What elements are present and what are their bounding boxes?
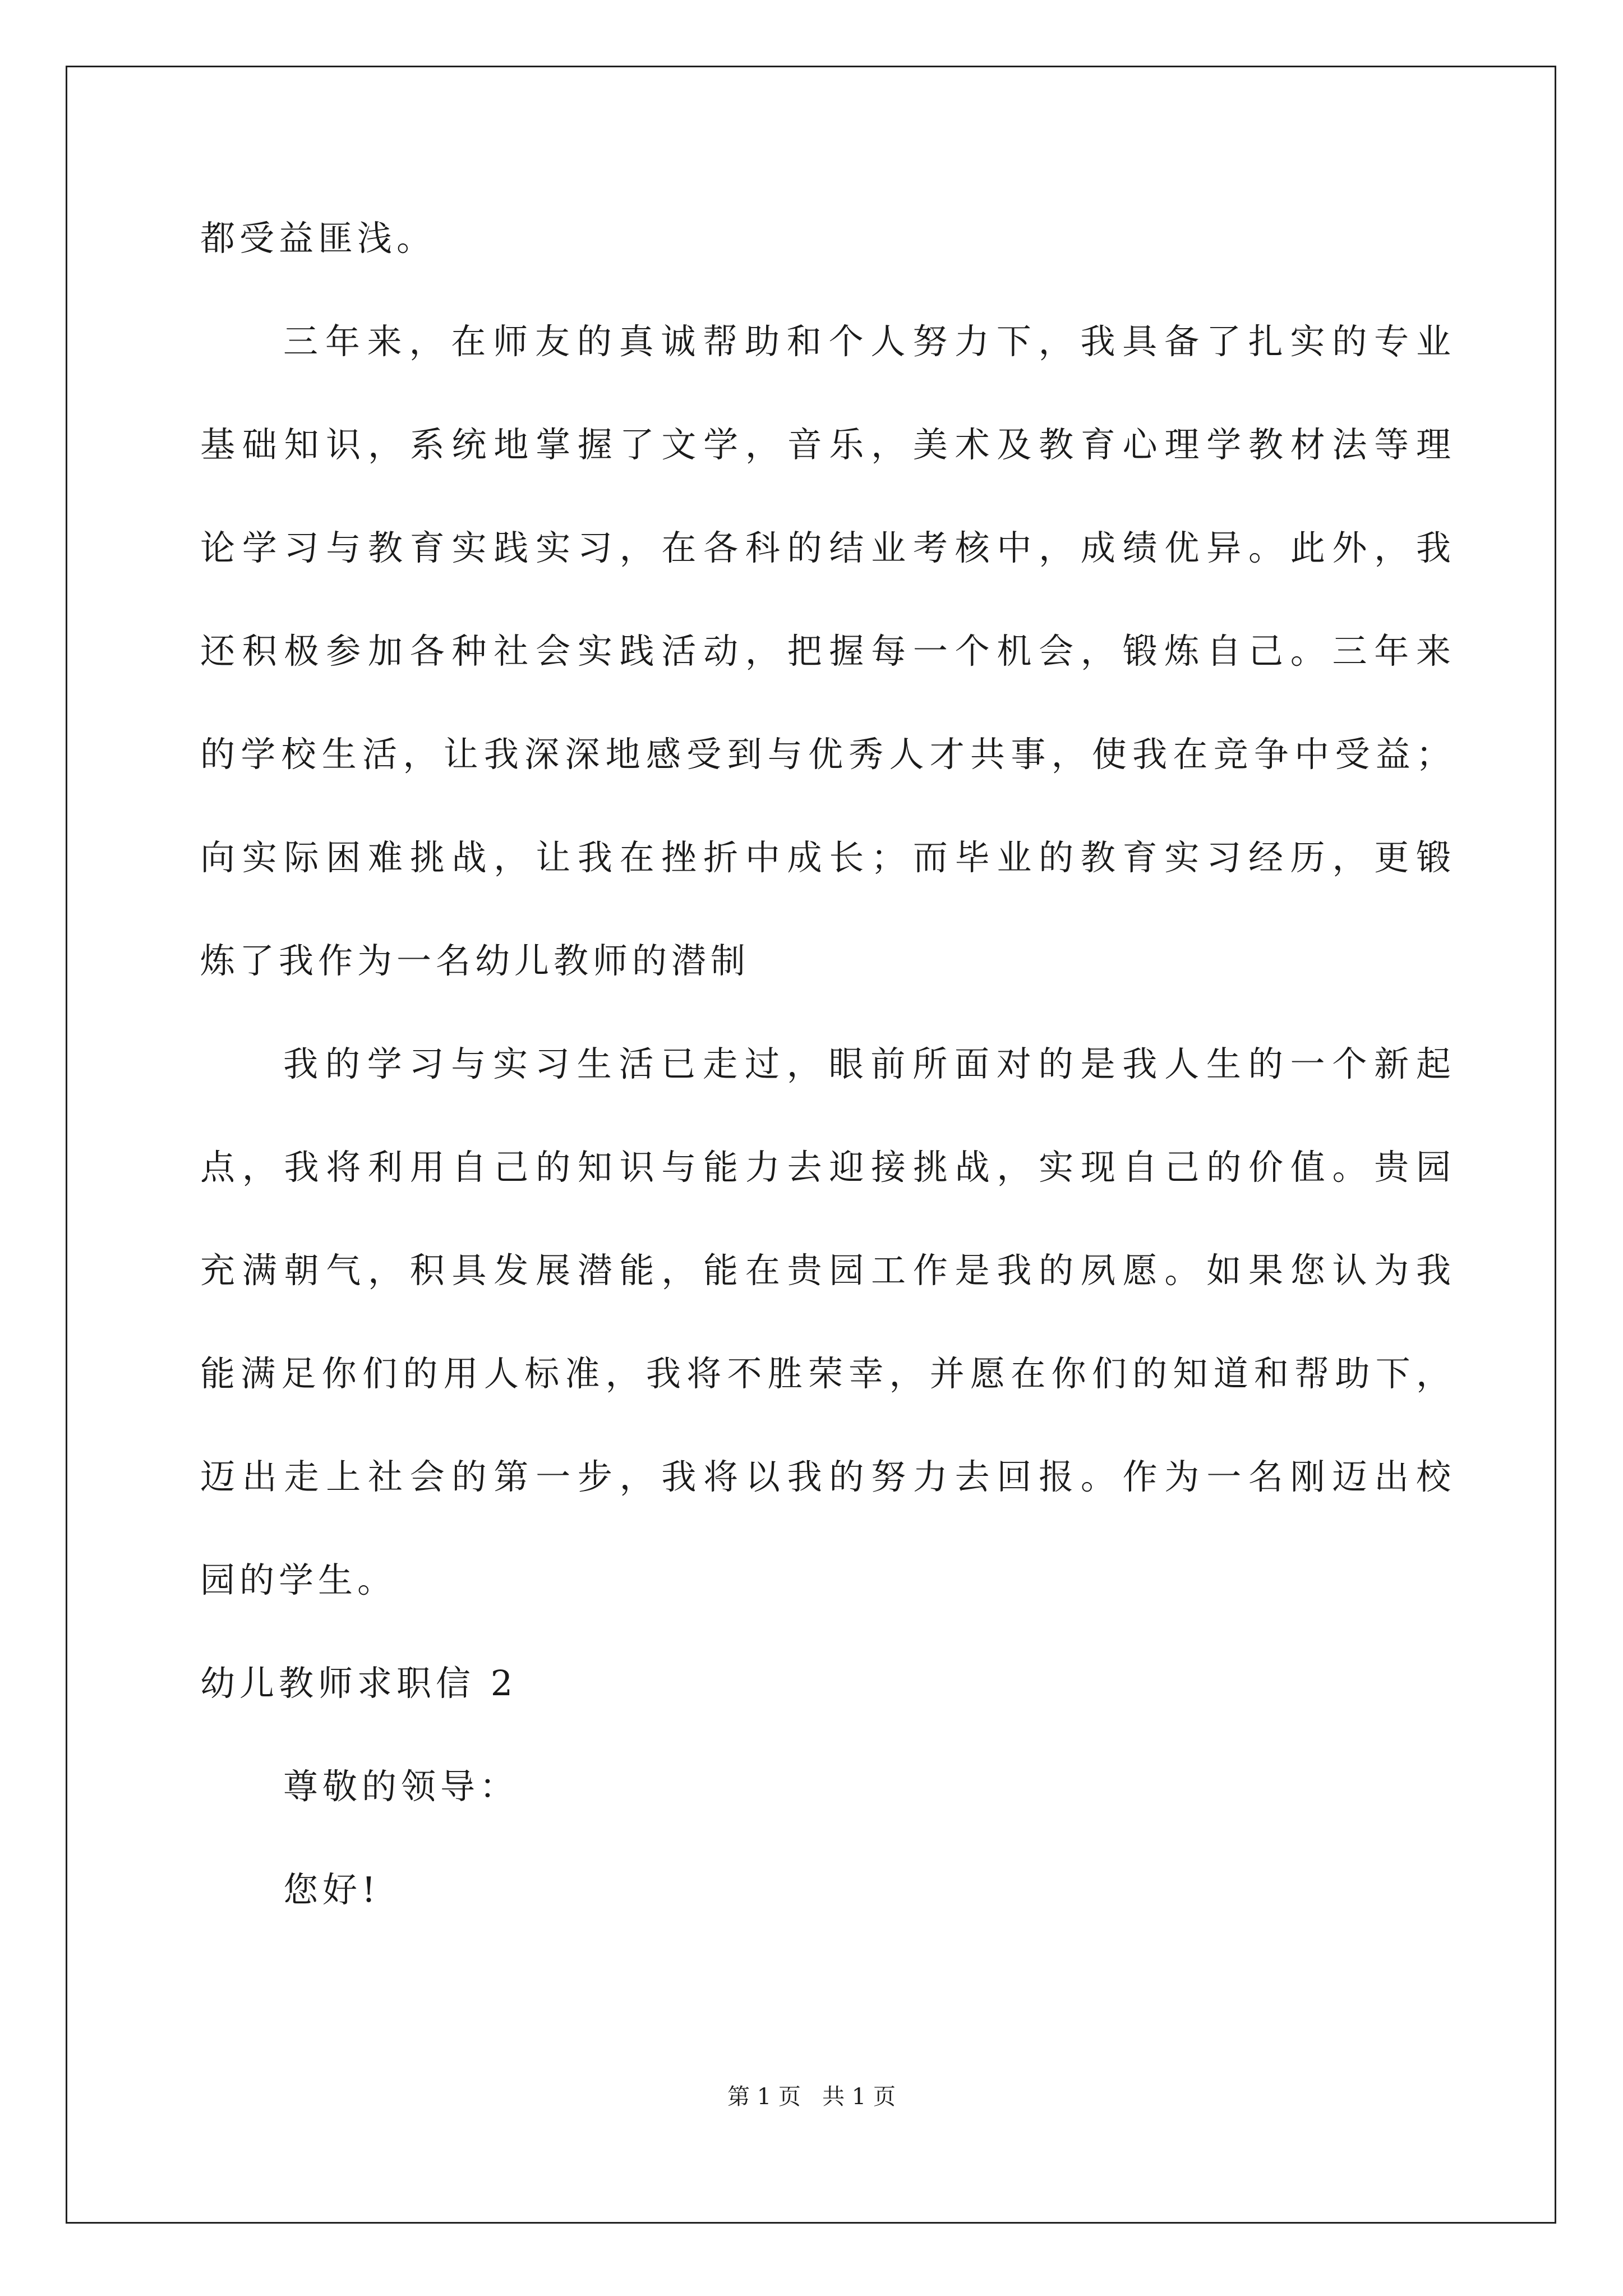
text-line: 炼了我作为一名幼儿教师的潜制 bbox=[200, 940, 750, 981]
text-line: 充满朝气，积具发展潜能，能在贵园工作是我的夙愿。如果您认为我 bbox=[200, 1250, 1451, 1291]
text-line: 能满足你们的用人标准，我将不胜荣幸，并愿在你们的知道和帮助下， bbox=[200, 1353, 1451, 1394]
page-number-footer: 第 1 页 共 1 页 bbox=[727, 2084, 896, 2110]
text-line: 园的学生。 bbox=[200, 1559, 397, 1600]
text-line: 基础知识，系统地掌握了文学，音乐，美术及教育心理学教材法等理 bbox=[200, 424, 1451, 465]
text-line: 论学习与教育实践实习，在各科的结业考核中，成绩优异。此外，我 bbox=[200, 527, 1451, 568]
text-line: 向实际困难挑战，让我在挫折中成长；而毕业的教育实习经历，更锻 bbox=[200, 837, 1451, 878]
greeting: 您好! bbox=[283, 1869, 380, 1910]
text-line: 三年来，在师友的真诚帮助和个人努力下，我具备了扎实的专业 bbox=[283, 321, 1451, 362]
text-line: 还积极参加各种社会实践活动，把握每一个机会，锻炼自己。三年来 bbox=[200, 631, 1451, 671]
text-line: 点，我将利用自己的知识与能力去迎接挑战，实现自己的价值。贵园 bbox=[200, 1147, 1451, 1188]
section-heading: 幼儿教师求职信 2 bbox=[200, 1663, 518, 1704]
text-line: 都受益匪浅。 bbox=[200, 218, 436, 259]
salutation: 尊敬的领导： bbox=[283, 1766, 519, 1807]
text-line: 的学校生活，让我深深地感受到与优秀人才共事，使我在竞争中受益； bbox=[200, 734, 1451, 775]
text-line: 我的学习与实习生活已走过，眼前所面对的是我人生的一个新起 bbox=[283, 1043, 1451, 1084]
text-line: 迈出走上社会的第一步，我将以我的努力去回报。作为一名刚迈出校 bbox=[200, 1456, 1451, 1497]
